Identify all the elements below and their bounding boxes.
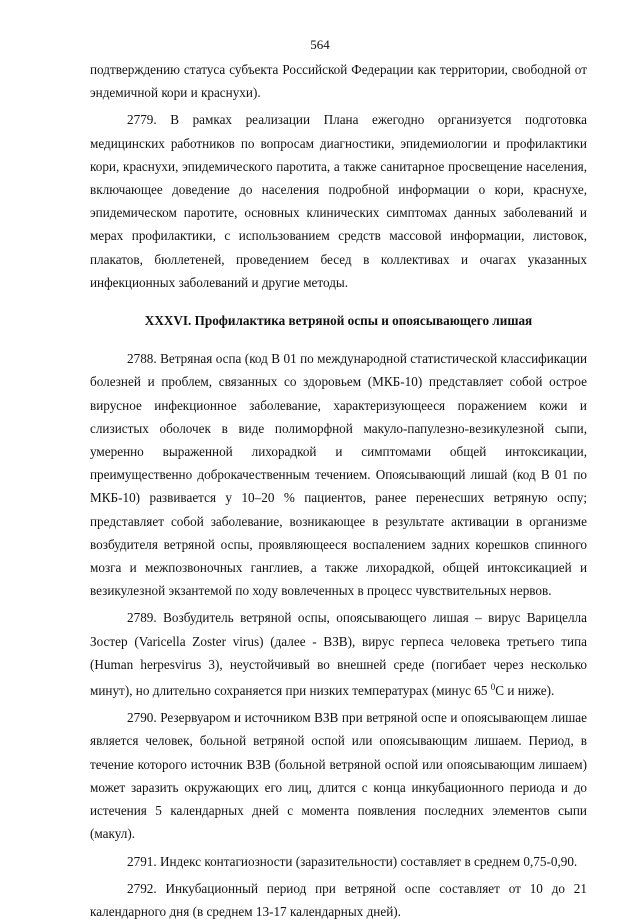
paragraph-2789: [90, 606, 587, 702]
section-heading: XXXVI. Профилактика ветряной оспы и опоясывающего лишая: [144, 313, 533, 329]
paragraph-2789-end: С и ниже).: [495, 683, 555, 699]
paragraph-continuation: подтверждению статуса субъекта Российской Федерации как территории, свободной от эндемичной кори и краснухи).: [90, 62, 587, 101]
paragraph-2790: 2790. Резервуаром и источником ВЗВ при ветряной оспе и опоясывающем лишае является человек, больной ветряной оспой или опоясывающим лишаем. Период, в течение которого источник ВЗВ (больной ветряной оспой или опоясывающим лишаем) может заразить окружающих его лиц, длится с конца инкубационного периода и до истечения 5 календарных дней с момента появления последних элементов сыпи (макул).: [90, 710, 587, 842]
page-number: 564: [310, 37, 330, 52]
page-content: [90, 58, 587, 923]
paragraph-2779: 2779. В рамках реализации Плана ежегодно организуется подготовка медицинских работников по вопросам диагностики, эпидемиологии и профилактики кори, краснухи, эпидемического паротита, а также санитарное просвещение населения, включающее доведение до населения подробной информации о кори, краснухе, эпидемическом паротите, основных клинических симптомах данных заболеваний и мерах профилактики, с использованием средств массовой информации, листовок, плакатов, бюллетеней, проведением бесед в коллективах и очагах указанных инфекционных заболеваний и другие методы.: [90, 112, 587, 290]
paragraph-2792: 2792. Инкубационный период при ветряной оспе составляет от 10 до 21 календарного дня (в среднем 13-17 календарных дней).: [90, 880, 587, 919]
paragraph-2789-text: 2789. Возбудитель ветряной оспы, опоясывающего лишая – вирус Варицелла Зостер (Varicella Zoster virus) (далее - ВЗВ), вирус герпеса человека третьего типа (Human herpesvirus 3), неустойчивый во внешней среде (погибает через несколько минут), но длительно сохраняется при низких температурах (минус 65: [90, 610, 587, 699]
paragraph-2788: 2788. Ветряная оспа (код B 01 по международной статистической классификации болезней и проблем, связанных со здоровьем (МКБ-10) представляет собой острое вирусное инфекционное заболевание, характеризующееся поражением кожи и слизистых оболочек в виде полиморфной макуло-папулезно-везикулезной сыпи, умеренно выраженной лихорадкой и симптомами общей интоксикации, преимущественно доброкачественным течением. Опоясывающий лишай (код B 01 по МКБ-10) развивается у 10–20 % пациентов, ранее перенесших ветряную оспу; представляет собой заболевание, возникающее в результате активации в организме возбудителя ветряной оспы, проявляющееся воспалением задних корешков спинного мозга и межпозвоночных ганглиев, а также лихорадкой, общей интоксикацией и везикулезной экзантемой по ходу вовлеченных в процесс чувствительных нервов.: [90, 351, 587, 599]
degree-superscript: 0: [490, 682, 496, 693]
paragraph-2791: 2791. Индекс контагиозности (заразительности) составляет в среднем 0,75-0,90.: [127, 853, 578, 869]
